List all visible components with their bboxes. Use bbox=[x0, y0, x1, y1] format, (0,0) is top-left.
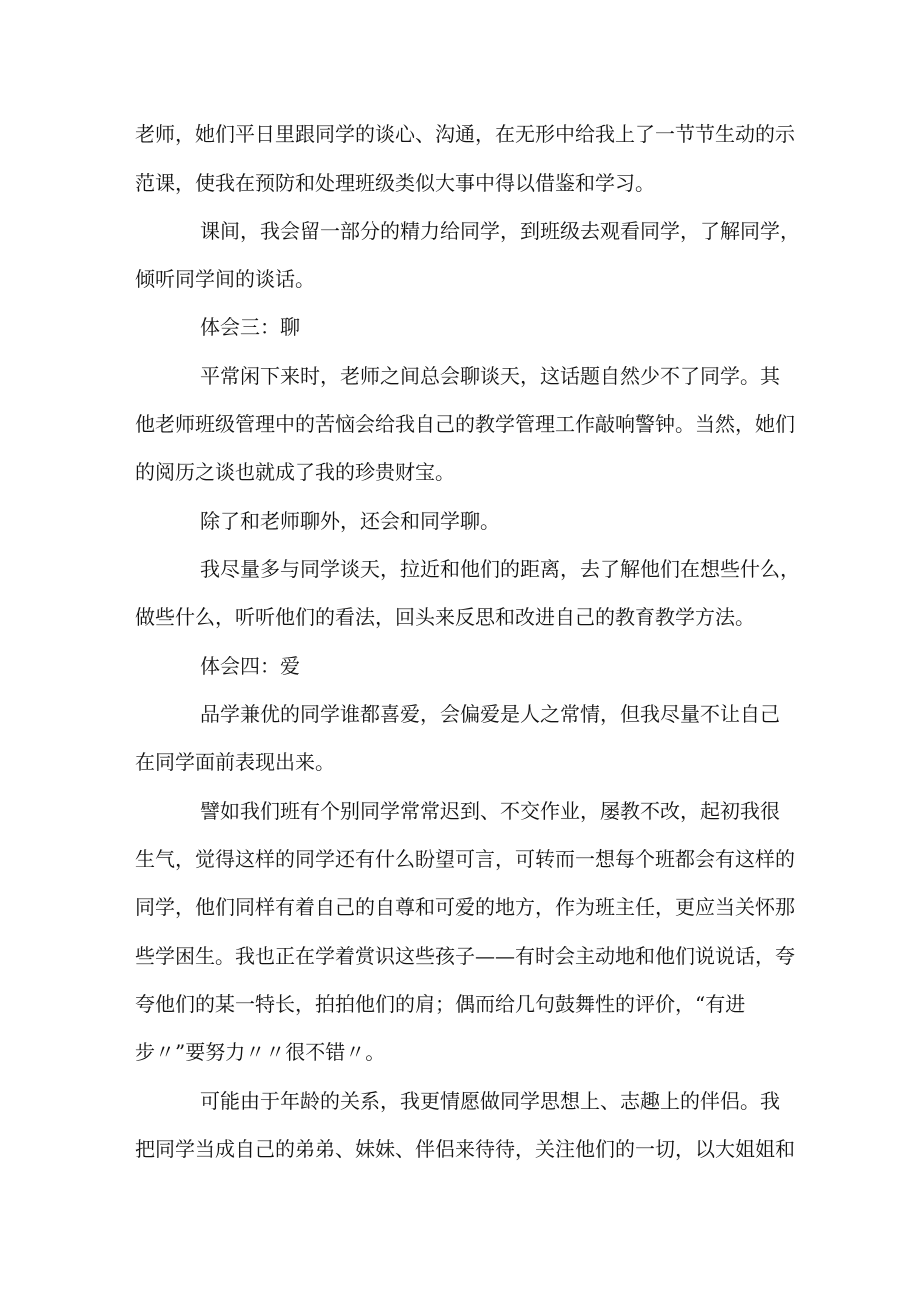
text-line: 范课，使我在预防和处理班级类似大事中得以借鉴和学习。 bbox=[135, 171, 655, 195]
text-line: 他老师班级管理中的苦恼会给我自己的教学管理工作敲响警钟。当然，她们 bbox=[135, 412, 795, 436]
text-line: 把同学当成自己的弟弟、妹妹、伴侣来待待，关注他们的一切，以大姐姐和 bbox=[135, 1137, 795, 1161]
text-line: 同学，他们同样有着自己的自尊和可爱的地方，作为班主任，更应当关怀那 bbox=[135, 895, 795, 919]
text-line: 夸他们的某一特长，拍拍他们的肩；偶而给几句鼓舞性的评价，“有进 bbox=[135, 992, 746, 1016]
paragraph-start-line: 我尽量多与同学谈天，拉近和他们的距离，去了解他们在想些什么， bbox=[200, 557, 800, 581]
text-line: 些学困生。我也正在学着赏识这些孩子——有时会主动地和他们说说话，夸 bbox=[135, 944, 795, 968]
text-line: 生气，觉得这样的同学还有什么盼望可言，可转而一想每个班都会有这样的 bbox=[135, 847, 795, 871]
text-line: 老师，她们平日里跟同学的谈心、沟通，在无形中给我上了一节节生动的示 bbox=[135, 122, 795, 146]
text-line: 在同学面前表现出来。 bbox=[135, 750, 335, 774]
section-heading: 体会四：爱 bbox=[200, 654, 300, 678]
paragraph-start-line: 除了和老师聊外，还会和同学聊。 bbox=[200, 509, 500, 533]
paragraph-start-line: 平常闲下来时，老师之间总会聊谈天，这话题自然少不了同学。其 bbox=[200, 364, 780, 388]
paragraph-start-line: 可能由于年龄的关系，我更情愿做同学思想上、志趣上的伴侣。我 bbox=[200, 1089, 780, 1113]
text-line: 倾听同学间的谈话。 bbox=[135, 267, 315, 291]
text-line: 步〃”要努力〃〃很不错〃。 bbox=[135, 1040, 386, 1064]
text-line: 做些什么，听听他们的看法，回头来反思和改进自己的教育教学方法。 bbox=[135, 605, 755, 629]
paragraph-start-line: 譬如我们班有个别同学常常迟到、不交作业，屡教不改，起初我很 bbox=[200, 799, 780, 823]
paragraph-start-line: 品学兼优的同学谁都喜爱，会偏爱是人之常情，但我尽量不让自己 bbox=[200, 702, 780, 726]
paragraph-start-line: 课间，我会留一部分的精力给同学，到班级去观看同学，了解同学， bbox=[200, 219, 800, 243]
text-line: 的阅历之谈也就成了我的珍贵财宝。 bbox=[135, 460, 455, 484]
section-heading: 体会三：聊 bbox=[200, 315, 300, 339]
